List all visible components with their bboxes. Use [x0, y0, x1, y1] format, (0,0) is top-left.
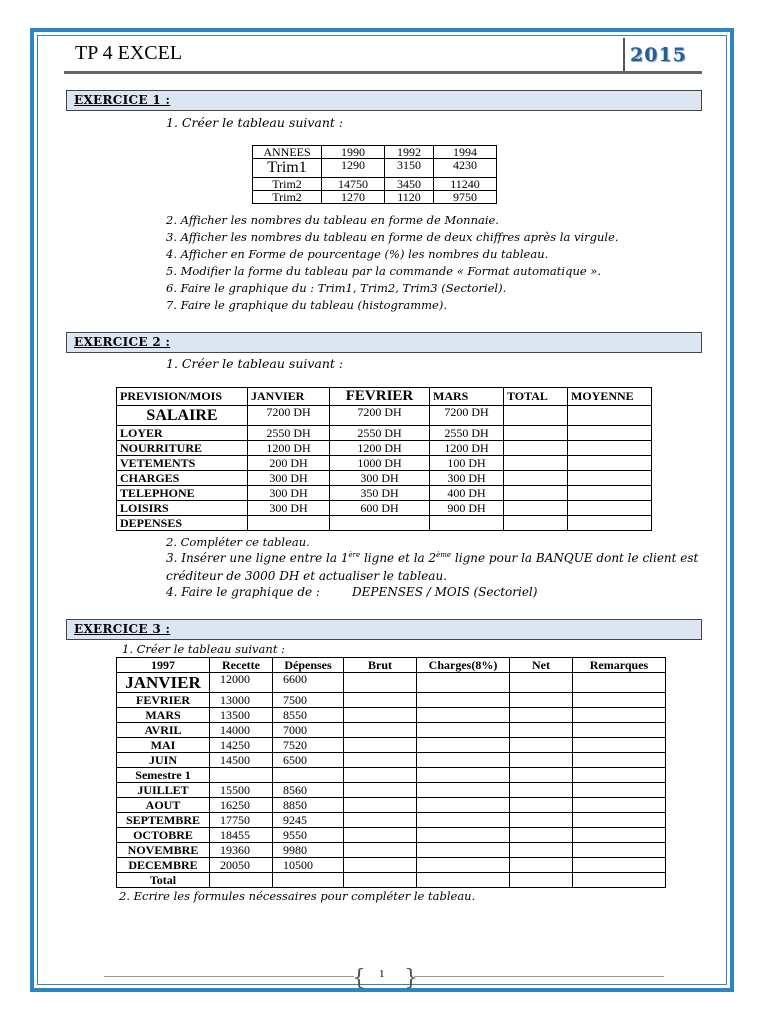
ex3-step-2: 2. Ecrire les formules nécessaires pour compléter le tableau.	[119, 889, 476, 903]
table-cell: 2550 DH	[330, 426, 430, 441]
table-cell	[430, 516, 504, 531]
column-header: Remarques	[573, 658, 666, 673]
table-cell: MARS	[117, 708, 210, 723]
table-cell: 14750	[322, 178, 385, 191]
ex2-step-3-line-2: créditeur de 3000 DH et actualiser le tableau.	[166, 569, 447, 583]
table-cell	[568, 456, 652, 471]
table-cell: 350 DH	[330, 486, 430, 501]
exercise-3-header	[66, 619, 702, 640]
table-cell: 300 DH	[430, 471, 504, 486]
table-cell	[504, 426, 568, 441]
table-cell: 13500	[210, 708, 273, 723]
table-cell: 400 DH	[430, 486, 504, 501]
table-cell	[568, 426, 652, 441]
table-cell	[568, 406, 652, 426]
table-cell: 14250	[210, 738, 273, 753]
table-cell: SALAIRE	[117, 406, 248, 426]
document-title: TP 4 EXCEL	[75, 42, 183, 64]
ex1-step-2: 2. Afficher les nombres du tableau en forme de Monnaie.	[166, 213, 499, 227]
table-cell	[568, 471, 652, 486]
ex2-step-3-part-b: ligne et la 2	[360, 551, 437, 565]
column-header: Net	[510, 658, 573, 673]
table-cell: 2550 DH	[248, 426, 330, 441]
ex2-intro: 1. Créer le tableau suivant :	[166, 356, 344, 371]
table-cell: NOURRITURE	[117, 441, 248, 456]
footer-brace-right: }	[404, 966, 418, 991]
page-number: 1	[379, 968, 385, 980]
table-row	[253, 146, 497, 159]
table-cell	[504, 471, 568, 486]
table-cell: 9550	[273, 828, 344, 843]
table-row	[117, 753, 666, 768]
table-cell	[504, 516, 568, 531]
table-cell: 6600	[273, 673, 344, 693]
table-cell: 1270	[322, 191, 385, 204]
table-cell: 9245	[273, 813, 344, 828]
table-cell: 7200 DH	[248, 406, 330, 426]
table-cell: 1994	[434, 146, 497, 159]
table-header-row	[117, 658, 666, 673]
table-row	[117, 426, 652, 441]
table-cell	[504, 406, 568, 426]
exercise-1-header	[66, 90, 702, 111]
table-cell: 3150	[385, 159, 434, 178]
table-cell: DECEMBRE	[117, 858, 210, 873]
table-row	[253, 178, 497, 191]
table-cell: 20050	[210, 858, 273, 873]
table-cell: Trim2	[253, 178, 322, 191]
table-cell: LOYER	[117, 426, 248, 441]
table-row	[117, 783, 666, 798]
table-cell	[248, 516, 330, 531]
table-cell: 1000 DH	[330, 456, 430, 471]
table-cell: Trim1	[253, 159, 322, 178]
table-cell: 6500	[273, 753, 344, 768]
table-cell	[568, 516, 652, 531]
title-rule	[64, 71, 702, 74]
table-cell: 11240	[434, 178, 497, 191]
table-row	[117, 516, 652, 531]
table-cell: Total	[117, 873, 210, 888]
table-cell: 4230	[434, 159, 497, 178]
table-cell: AOUT	[117, 798, 210, 813]
table-cell: AVRIL	[117, 723, 210, 738]
table-row	[117, 813, 666, 828]
ex1-intro: 1. Créer le tableau suivant :	[166, 115, 344, 130]
exercise-2-label: EXERCICE 2 :	[74, 335, 171, 349]
table-row	[117, 441, 652, 456]
ex3-table	[116, 657, 666, 888]
table-cell: TELEPHONE	[117, 486, 248, 501]
ex2-step-4: 4. Faire le graphique de :	[166, 585, 320, 599]
table-cell: MAI	[117, 738, 210, 753]
table-cell: 10500	[273, 858, 344, 873]
table-cell: 7000	[273, 723, 344, 738]
table-cell	[568, 486, 652, 501]
table-cell: JUILLET	[117, 783, 210, 798]
table-cell: SEPTEMBRE	[117, 813, 210, 828]
footer-rule-left	[104, 976, 354, 977]
table-cell: NOVEMBRE	[117, 843, 210, 858]
table-cell: 300 DH	[248, 501, 330, 516]
table-cell: JANVIER	[117, 673, 210, 693]
table-cell: ANNEES	[253, 146, 322, 159]
table-row	[253, 191, 497, 204]
table-row	[117, 843, 666, 858]
table-cell: 1200 DH	[248, 441, 330, 456]
table-cell: LOISIRS	[117, 501, 248, 516]
table-cell: 13000	[210, 693, 273, 708]
table-cell	[568, 441, 652, 456]
column-header: Recette	[210, 658, 273, 673]
table-cell: 7200 DH	[330, 406, 430, 426]
table-row	[117, 738, 666, 753]
ex2-step-3-sup2: ème	[436, 551, 452, 559]
table-header-row	[117, 388, 652, 406]
exercise-1-label: EXERCICE 1 :	[74, 93, 171, 107]
table-cell: 8550	[273, 708, 344, 723]
ex2-step-2: 2. Compléter ce tableau.	[166, 535, 310, 549]
ex2-step-4-target: DEPENSES / MOIS (Sectoriel)	[352, 585, 538, 599]
ex1-step-4: 4. Afficher en Forme de pourcentage (%) les nombres du tableau.	[166, 247, 549, 261]
ex1-table	[252, 145, 497, 204]
table-cell: 1120	[385, 191, 434, 204]
table-row	[253, 159, 497, 178]
column-header: TOTAL	[504, 388, 568, 406]
table-row	[117, 858, 666, 873]
column-header: 1997	[117, 658, 210, 673]
table-cell: 1290	[322, 159, 385, 178]
table-cell: 200 DH	[248, 456, 330, 471]
column-header: JANVIER	[248, 388, 330, 406]
table-cell: 900 DH	[430, 501, 504, 516]
table-cell: CHARGES	[117, 471, 248, 486]
table-row	[117, 471, 652, 486]
table-cell	[504, 486, 568, 501]
document-year: 2015	[630, 44, 687, 66]
exercise-3-label: EXERCICE 3 :	[74, 622, 171, 636]
table-cell: 8560	[273, 783, 344, 798]
table-cell: 7520	[273, 738, 344, 753]
exercise-2-header	[66, 332, 702, 353]
ex1-step-6: 6. Faire le graphique du : Trim1, Trim2, Trim3 (Sectoriel).	[166, 281, 507, 295]
ex2-step-3	[166, 551, 698, 565]
ex1-step-3: 3. Afficher les nombres du tableau en forme de deux chiffres après la virgule.	[166, 230, 619, 244]
table-cell: 1990	[322, 146, 385, 159]
table-row	[117, 873, 666, 888]
table-cell: 600 DH	[330, 501, 430, 516]
table-cell	[504, 501, 568, 516]
table-cell	[273, 873, 344, 888]
column-header: Brut	[344, 658, 417, 673]
table-cell: 300 DH	[330, 471, 430, 486]
table-row	[117, 768, 666, 783]
table-row	[117, 693, 666, 708]
table-row	[117, 406, 652, 426]
table-cell: JUIN	[117, 753, 210, 768]
table-cell	[210, 768, 273, 783]
table-cell: 1992	[385, 146, 434, 159]
column-header: PREVISION/MOIS	[117, 388, 248, 406]
table-cell: 7500	[273, 693, 344, 708]
table-cell: 300 DH	[248, 471, 330, 486]
column-header: MARS	[430, 388, 504, 406]
table-row	[117, 501, 652, 516]
table-cell: 17750	[210, 813, 273, 828]
table-cell: 18455	[210, 828, 273, 843]
table-cell: DEPENSES	[117, 516, 248, 531]
ex2-table	[116, 387, 652, 531]
ex2-step-3-part-c: ligne pour la BANQUE dont le client est	[451, 551, 699, 565]
table-cell	[504, 441, 568, 456]
table-cell: 3450	[385, 178, 434, 191]
table-cell: 16250	[210, 798, 273, 813]
ex2-step-3-sup1: ère	[348, 551, 361, 559]
table-cell: 1200 DH	[330, 441, 430, 456]
table-cell: 15500	[210, 783, 273, 798]
table-cell	[330, 516, 430, 531]
table-cell: 9750	[434, 191, 497, 204]
column-header: Dépenses	[273, 658, 344, 673]
table-cell: 9980	[273, 843, 344, 858]
table-cell	[210, 873, 273, 888]
table-row	[117, 708, 666, 723]
table-cell: 14500	[210, 753, 273, 768]
table-row	[117, 798, 666, 813]
table-cell: Trim2	[253, 191, 322, 204]
column-header: FEVRIER	[330, 388, 430, 406]
table-row	[117, 486, 652, 501]
table-cell: 7200 DH	[430, 406, 504, 426]
table-row	[117, 828, 666, 843]
table-cell: Semestre 1	[117, 768, 210, 783]
table-cell: 12000	[210, 673, 273, 693]
table-cell: 100 DH	[430, 456, 504, 471]
table-cell: VETEMENTS	[117, 456, 248, 471]
table-cell	[504, 456, 568, 471]
ex3-intro: 1. Créer le tableau suivant :	[122, 642, 285, 656]
table-cell: 1200 DH	[430, 441, 504, 456]
table-row	[117, 723, 666, 738]
ex1-step-7: 7. Faire le graphique du tableau (histogramme).	[166, 298, 448, 312]
column-header: Charges(8%)	[417, 658, 510, 673]
footer-rule-right	[414, 976, 664, 977]
table-cell	[273, 768, 344, 783]
table-cell: 300 DH	[248, 486, 330, 501]
table-cell	[568, 501, 652, 516]
table-cell: FEVRIER	[117, 693, 210, 708]
table-row	[117, 673, 666, 693]
table-cell: 2550 DH	[430, 426, 504, 441]
table-row	[117, 456, 652, 471]
table-cell: 19360	[210, 843, 273, 858]
ex1-step-5: 5. Modifier la forme du tableau par la commande « Format automatique ».	[166, 264, 602, 278]
ex2-step-3-part-a: 3. Insérer une ligne entre la 1	[166, 551, 349, 565]
table-cell: 8850	[273, 798, 344, 813]
column-header: MOYENNE	[568, 388, 652, 406]
footer-brace-left: {	[352, 966, 366, 991]
table-cell: 14000	[210, 723, 273, 738]
table-cell: OCTOBRE	[117, 828, 210, 843]
